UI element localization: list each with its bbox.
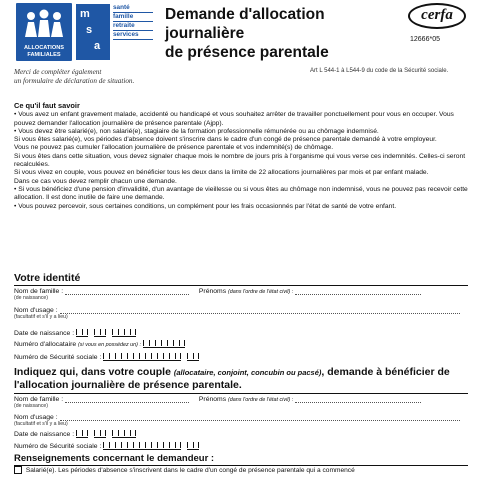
numero-allocataire-label: Numéro d'allocataire [14,341,77,348]
form-header [0,0,480,64]
salarie-checkbox[interactable] [14,466,22,474]
form-title-line-2: de présence parentale [165,44,329,61]
couple-naissance-hint: (de naissance) [14,403,49,409]
couple-nom-usage-row [14,414,460,427]
info-line: • Vous pouvez percevoir, sous certaines conditions, un complément pour les frais occasionnés par l'état de santé de votre enfant. [14,202,397,210]
birth-month-boxes[interactable] [94,329,106,337]
couple-date-row-wrap [14,430,468,440]
couple-prenoms-label: Prénoms [198,396,227,403]
prenoms-hint: (dans l'ordre de l'état civil) : [227,289,294,295]
couple-birth-year-boxes[interactable] [112,430,136,438]
legal-reference: Art L 544-1 à L544-9 du code de la Sécurité sociale. [310,68,449,74]
info-section [14,102,468,211]
nom-usage-input[interactable] [60,308,460,314]
couple-secu-row [14,442,199,450]
secu-number-boxes[interactable] [103,353,181,361]
info-line: Si vous êtes dans cette situation, vous devez signaler chaque mois le nombre de jours pris à l'organisme qui vous verse ces indemnités. Celles-ci seront recalculées. [14,152,466,169]
msa-word: santé [113,4,153,13]
msa-word: famille [113,13,153,22]
naissance-hint: (de naissance) [14,295,49,301]
salarie-row [14,466,355,474]
allocataire-row [14,340,185,348]
cerfa-text: cerfa [421,7,453,23]
msa-tagline [113,4,153,40]
couple-title-italic: (allocataire, conjoint, concubin ou pacsé) [173,368,322,377]
completion-note [14,68,194,86]
couple-nom-famille-input[interactable] [65,397,189,403]
couple-secu-wrap [14,442,468,452]
allocataire-hint: (si vous en possédez un) : [78,342,141,348]
family-icon [22,9,66,39]
salarie-label: Salarié(e). Les périodes d'absence s'inscrivent dans le cadre d'un congé de présence parentale qui a commencé [25,466,355,474]
identity-date-naissance-row [14,329,136,337]
identity-nom-famille-row [14,288,421,301]
couple-secu-number-boxes[interactable] [103,442,181,450]
birth-year-boxes[interactable] [112,329,136,337]
nom-famille-label: Nom de famille : [14,288,64,295]
couple-secu-key-boxes[interactable] [187,442,199,450]
caf-caption-2: FAMILIALES [27,52,61,58]
couple-title-main: Indiquez qui, dans votre couple [14,366,171,378]
birth-day-boxes[interactable] [76,329,88,337]
couple-nom-usage-label: Nom d'usage : [14,414,58,421]
form-number: 12666*05 [410,36,440,43]
couple-section [14,366,468,430]
msa-word: retraite [113,22,153,31]
identity-section [14,272,468,340]
demandeur-title: Renseignements concernant le demandeur : [14,453,468,466]
identity-nom-usage-row [14,307,460,320]
form-title [165,5,395,62]
identity-title: Votre identité [14,272,468,286]
couple-nom-usage-input[interactable] [60,415,460,421]
nom-usage-label: Nom d'usage : [14,307,58,314]
couple-nom-famille-row [14,396,421,409]
usage-hint: (facultatif et s'il y a lieu) [14,314,68,320]
couple-title-line-2: l'allocation journalière de présence parentale. [14,379,242,391]
couple-nom-famille-label: Nom de famille : [14,396,64,403]
secu-key-boxes[interactable] [187,353,199,361]
couple-prenoms-hint: (dans l'ordre de l'état civil) : [227,397,294,403]
subline [0,68,480,98]
couple-usage-hint: (facultatif et s'il y a lieu) [14,421,68,427]
info-line: Si vous vivez en couple, vous pouvez en bénéficier tous les deux dans la limite de 22 allocations journalières par mois et par enfant malade. [14,169,429,177]
identity-numbers [14,340,468,366]
info-line: Dans ce cas vous devez remplir chacun une demande. [14,177,177,185]
cerfa-logo [408,3,466,29]
form-title-line-1: Demande d'allocation journalière [165,6,325,42]
allocataire-boxes[interactable] [143,340,185,348]
info-line: • Vous devez être salarié(e), non salarié(e), stagiaire de la formation professionnelle rémunérée ou au chômage indemnisé. [14,127,379,135]
info-line: Vous ne pouvez pas cumuler l'allocation journalière de présence parentale et vos indemnité(s) de chômage. [14,144,334,152]
couple-date-naissance-label: Date de naissance : [14,431,75,438]
info-line: • Vous avez un enfant gravement malade, accidenté ou handicapé et vous souhaitez arrêter de travailler ponctuellement pour vous en occuper. Vous pouvez demander l'allocation journalière de présence parentale (Ajpp). [14,111,454,127]
prenoms-input[interactable] [295,289,421,295]
msa-word: services [113,31,153,40]
couple-title [14,366,468,394]
info-heading: Ce qu'il faut savoir [14,101,80,110]
couple-birth-month-boxes[interactable] [94,430,106,438]
numero-secu-label: Numéro de Sécurité sociale : [14,354,102,361]
couple-prenoms-input[interactable] [295,397,421,403]
nom-famille-input[interactable] [65,289,189,295]
demandeur-section [14,453,468,480]
couple-numero-secu-label: Numéro de Sécurité sociale : [14,443,102,450]
completion-note-line-1: Merci de compléter également [14,68,102,76]
completion-note-line-2: un formulaire de déclaration de situation. [14,77,135,85]
date-naissance-label: Date de naissance : [14,330,75,337]
prenoms-label: Prénoms [198,288,227,295]
couple-birth-day-boxes[interactable] [76,430,88,438]
caf-caption-1: ALLOCATIONS [24,45,64,51]
secu-row [14,353,199,361]
couple-title-end: , demande à bénéficier de [321,366,450,378]
couple-date-naissance-row [14,430,136,438]
caf-logo [16,3,72,61]
info-line: Si vous êtes salarié(e), vos périodes d'absence doivent s'inscrire dans le cadre d'un congé de présence parentale demandé à votre employeur. [14,136,437,144]
msa-logo: m s a [76,4,110,60]
info-line: • Si vous bénéficiez d'une pension d'invalidité, d'un avantage de vieillesse ou si vous êtes au chômage non indemnisé, vous ne pouvez pas recevoir cette allocation. Il est donc inutile de faire une demande. [14,185,468,202]
